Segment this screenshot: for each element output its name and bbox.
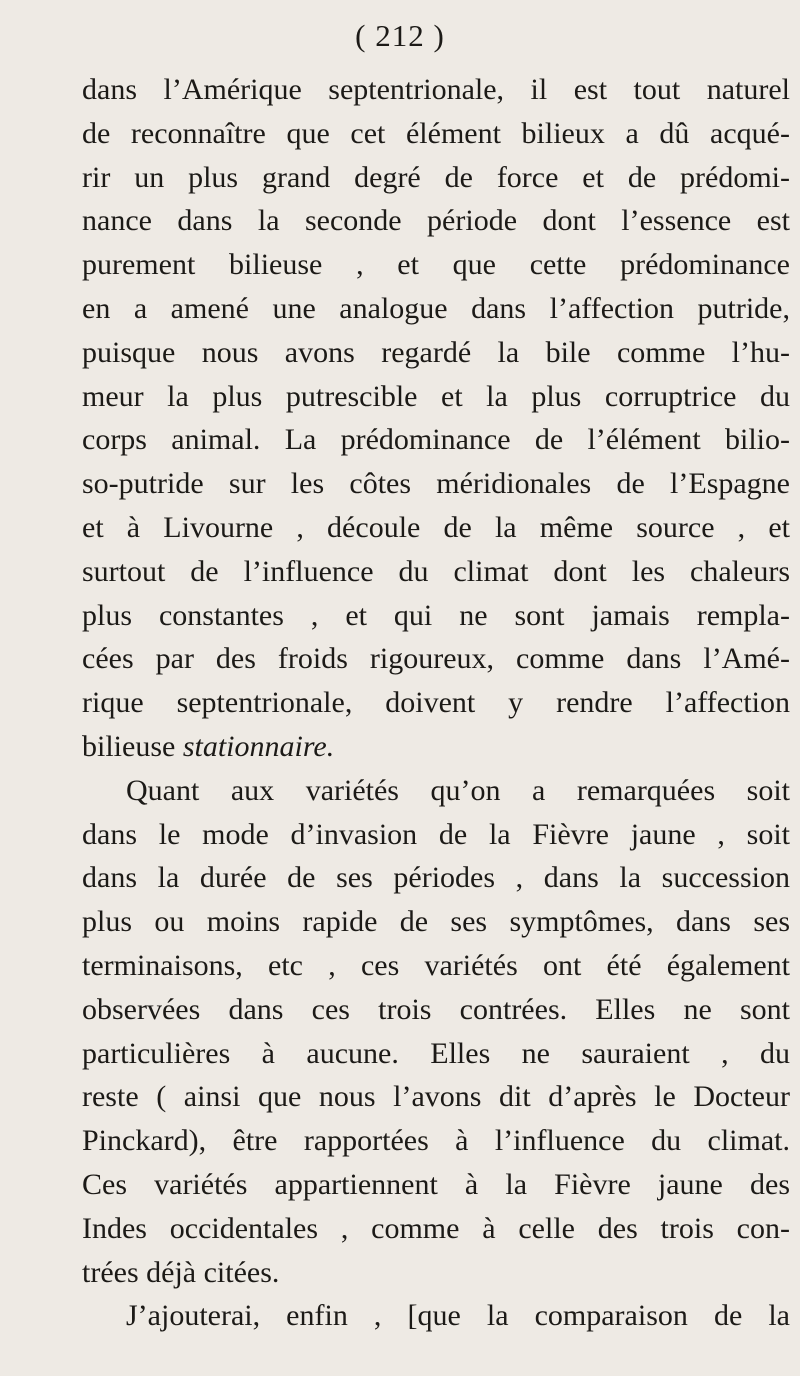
text-line: meur la plus putrescible et la plus corruptrice du [82,379,790,413]
text-line: puisque nous avons regardé la bile comme l’hu- [82,335,790,369]
text-line: surtout de l’influence du climat dont les chaleurs [82,554,790,588]
paragraph-3 [82,1294,790,1338]
text-line: en a amené une analogue dans l’affection putride, [82,291,790,325]
text-line: rique septentrionale, doivent y rendre l’affection [82,686,790,720]
text-line: corps animal. La prédominance de l’élément bilio- [82,423,790,457]
italic-term: stationnaire. [182,729,335,763]
text-line: plus ou moins rapide de ses symptômes, dans ses [82,905,790,939]
paragraph-1 [82,68,790,769]
body-text [82,68,790,1338]
text-run: bilieuse [82,729,183,763]
text-line: nance dans la seconde période dont l’essence est [82,204,790,238]
text-line-final [82,725,790,769]
text-line: dans la durée de ses périodes , dans la succession [82,861,790,895]
text-line: particulières à aucune. Elles ne sauraient , du [82,1036,790,1070]
text-line: cées par des froids rigoureux, comme dans l’Amé- [82,642,790,676]
page-number: ( 212 ) [355,18,445,53]
text-line: purement bilieuse , et que cette prédominance [82,248,790,282]
text-line-final: trées déjà citées. [82,1255,280,1289]
text-line: so-putride sur les côtes méridionales de l’Espagne [82,467,790,501]
text-line: et à Livourne , découle de la même source , et [82,510,790,544]
text-line: reste ( ainsi que nous l’avons dit d’après le Docteur [82,1080,790,1114]
text-line: Ces variétés appartiennent à la Fièvre jaune des [82,1167,790,1201]
text-line: Pinckard), être rapportées à l’influence du climat. [82,1124,790,1158]
text-line: rir un plus grand degré de force et de prédomi- [82,160,790,194]
text-line: Quant aux variétés qu’on a remarquées soit [126,773,790,807]
paragraph-2 [82,769,790,1295]
text-line: J’ajouterai, enfin , [que la comparaison de la [126,1299,790,1333]
text-line: de reconnaître que cet élément bilieux a dû acqué- [82,116,790,150]
text-line: dans le mode d’invasion de la Fièvre jaune , soit [82,817,790,851]
text-line: Indes occidentales , comme à celle des trois con- [82,1211,790,1245]
text-line: dans l’Amérique septentrionale, il est tout naturel [82,73,790,106]
text-line: terminaisons, etc , ces variétés ont été également [82,948,790,982]
text-line: plus constantes , et qui ne sont jamais rempla- [82,598,790,632]
text-line: observées dans ces trois contrées. Elles ne sont [82,992,790,1026]
